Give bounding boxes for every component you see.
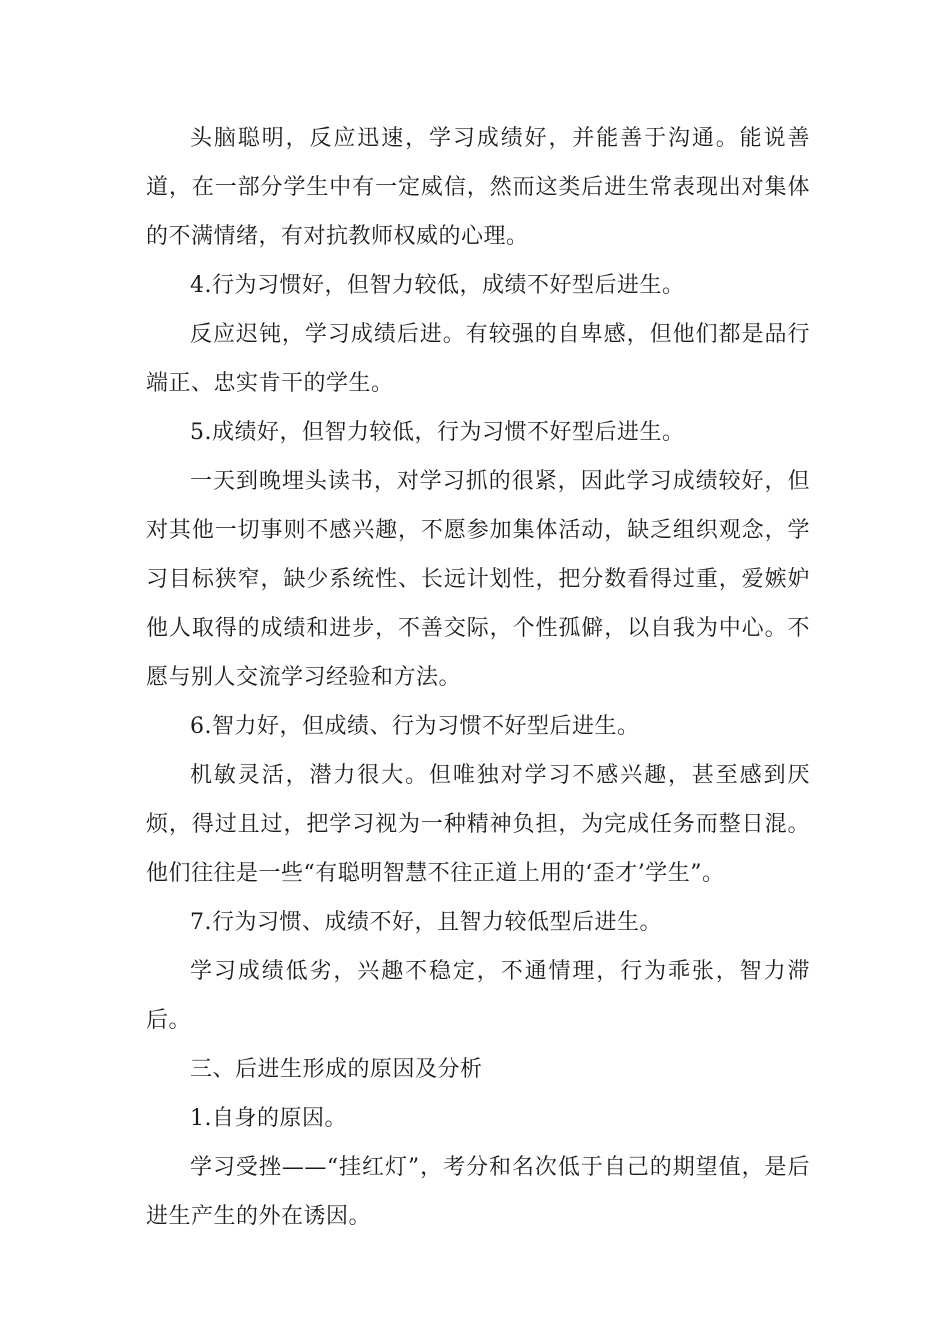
paragraph-own-causes-description: 学习受挫——“挂红灯”，考分和名次低于自己的期望值，是后进生产生的外在诱因。 [146, 1155, 810, 1229]
subheading-own-causes: 1.自身的原因。 [190, 1106, 347, 1131]
paragraph-heading-type-6: 6.智力好，但成绩、行为习惯不好型后进生。 [190, 714, 640, 739]
paragraph-type-7-description: 学习成绩低劣，兴趣不稳定，不通情理，行为乖张，智力滞后。 [146, 959, 810, 1033]
section-heading-causes: 三、后进生形成的原因及分析 [190, 1057, 483, 1082]
paragraph-type-4-description: 反应迟钝，学习成绩后进。有较强的自卑感，但他们都是品行端正、忠实肯干的学生。 [146, 322, 810, 396]
paragraph-heading-type-7: 7.行为习惯、成绩不好，且智力较低型后进生。 [190, 910, 662, 935]
document-body [146, 114, 810, 1241]
paragraph-continued-traits: 头脑聪明，反应迅速，学习成绩好，并能善于沟通。能说善道，在一部分学生中有一定威信，然而这类后进生常表现出对集体的不满情绪，有对抗教师权威的心理。 [146, 126, 810, 249]
paragraph-heading-type-5: 5.成绩好，但智力较低，行为习惯不好型后进生。 [190, 420, 685, 445]
paragraph-type-6-description: 机敏灵活，潜力很大。但唯独对学习不感兴趣，甚至感到厌烦，得过且过，把学习视为一种精神负担，为完成任务而整日混。他们往往是一些“有聪明智慧不往正道上用的‘歪才’学生”。 [146, 763, 810, 886]
paragraph-heading-type-4: 4.行为习惯好，但智力较低，成绩不好型后进生。 [190, 273, 685, 298]
paragraph-type-5-description: 一天到晚埋头读书，对学习抓的很紧，因此学习成绩较好，但对其他一切事则不感兴趣，不愿参加集体活动，缺乏组织观念，学习目标狭窄，缺少系统性、长远计划性，把分数看得过重，爱嫉妒他人取得的成绩和进步，不善交际，个性孤僻，以自我为中心。不愿与别人交流学习经验和方法。 [146, 469, 810, 690]
